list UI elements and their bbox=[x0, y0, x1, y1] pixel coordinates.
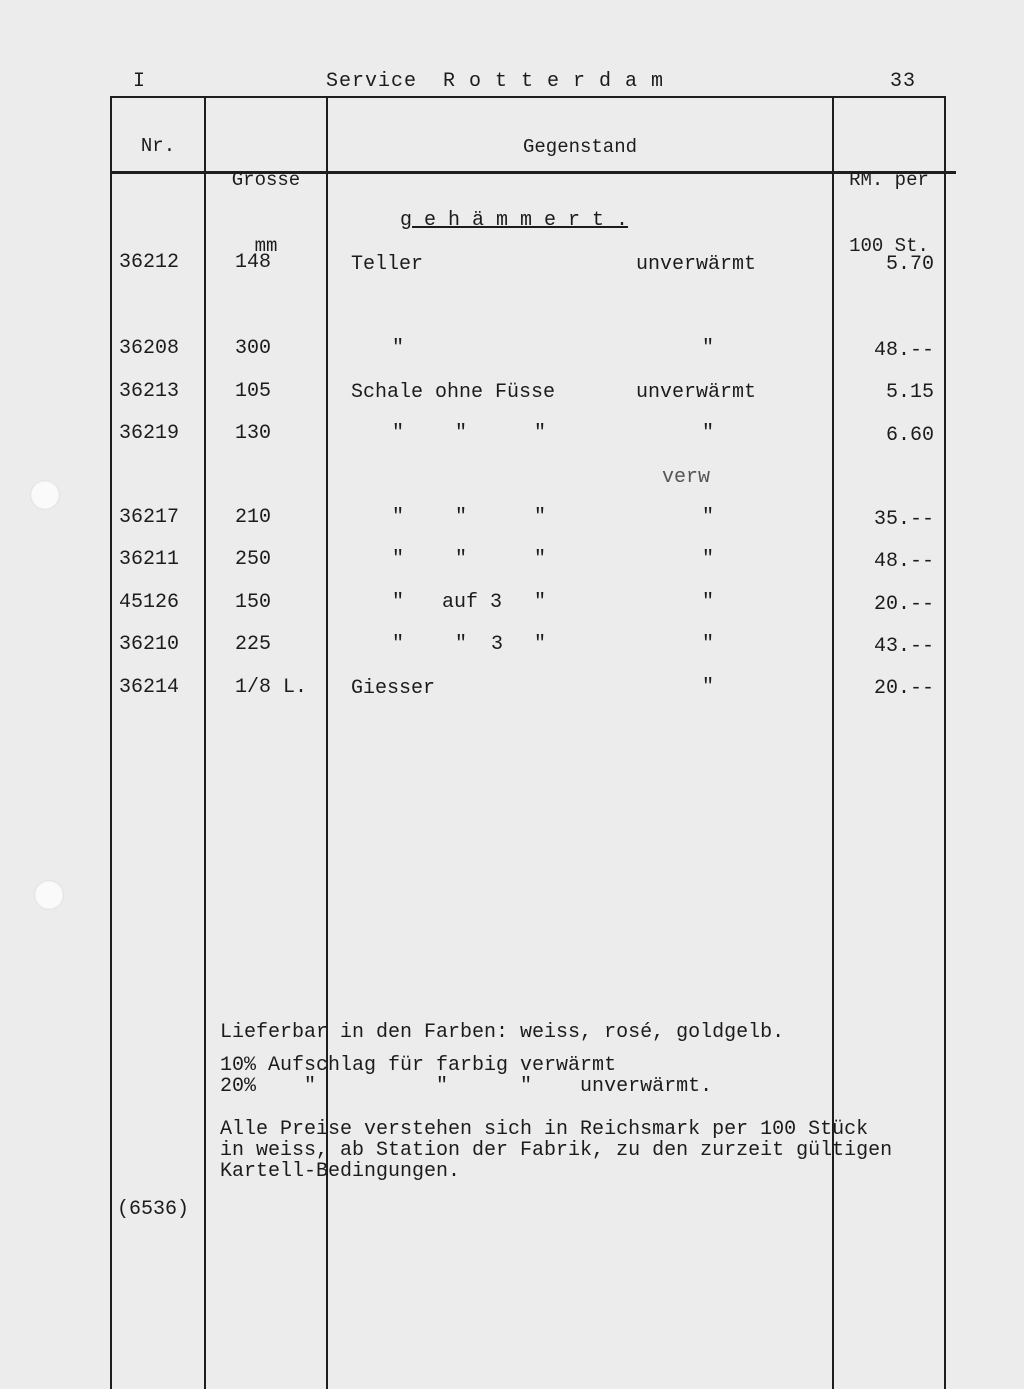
row-item-tail: " bbox=[534, 548, 547, 571]
row-item-mid: " bbox=[455, 548, 468, 571]
row-item-tail: " bbox=[534, 506, 547, 529]
row-price: 20.-- bbox=[873, 677, 934, 700]
column-divider-left bbox=[110, 96, 112, 1389]
row-item: " bbox=[392, 337, 405, 360]
column-divider-size bbox=[326, 96, 328, 1389]
column-header-nr: Nr. bbox=[140, 135, 176, 157]
row-nr: 36211 bbox=[119, 548, 180, 571]
row-item: " bbox=[392, 422, 405, 445]
row-state: " bbox=[702, 506, 715, 529]
note-colors: Lieferbar in den Farben: weiss, rosé, goldgelb. bbox=[220, 1021, 785, 1044]
row-nr: 45126 bbox=[119, 591, 180, 614]
row-nr: 36208 bbox=[119, 337, 180, 360]
note-prices-2: in weiss, ab Station der Fabrik, zu den zurzeit gültigen bbox=[220, 1139, 893, 1162]
note-prices-3: Kartell-Bedingungen. bbox=[220, 1160, 461, 1183]
row-state: unverwärmt bbox=[636, 381, 757, 404]
row-item: " bbox=[392, 591, 405, 614]
row-item-mid: " bbox=[455, 422, 468, 445]
punch-hole-top bbox=[30, 480, 60, 510]
row-size: 225 bbox=[235, 633, 272, 656]
row-item: Giesser bbox=[351, 677, 436, 700]
row-item-mid: " 3 bbox=[455, 633, 504, 656]
row-state: " bbox=[702, 591, 715, 614]
row-item-tail: " bbox=[534, 591, 547, 614]
row-item-tail: " bbox=[534, 633, 547, 656]
row-item: Teller bbox=[351, 253, 424, 276]
row-item: " bbox=[392, 633, 405, 656]
row-state: " bbox=[702, 422, 715, 445]
column-header-size-line1: Grösse bbox=[231, 169, 301, 191]
row-item-tail: " bbox=[534, 422, 547, 445]
row-state: verw bbox=[662, 466, 711, 489]
row-state: " bbox=[702, 633, 715, 656]
row-nr: 36212 bbox=[119, 251, 180, 274]
row-state: " bbox=[702, 337, 715, 360]
row-size: 300 bbox=[235, 337, 272, 360]
row-price: 5.70 bbox=[885, 253, 934, 276]
row-state: unverwärmt bbox=[636, 253, 757, 276]
row-price: 48.-- bbox=[873, 339, 934, 362]
row-size: 150 bbox=[235, 591, 272, 614]
punch-hole-bottom bbox=[34, 880, 64, 910]
row-price: 35.-- bbox=[873, 508, 934, 531]
group-heading: g e h ä m m e r t . bbox=[400, 209, 629, 232]
row-price: 5.15 bbox=[885, 381, 934, 404]
table-top-rule bbox=[110, 96, 946, 98]
row-state: " bbox=[702, 548, 715, 571]
row-size: 250 bbox=[235, 548, 272, 571]
column-header-item: Gegenstand bbox=[522, 136, 638, 158]
row-price: 20.-- bbox=[873, 593, 934, 616]
row-nr: 36219 bbox=[119, 422, 180, 445]
row-item-mid: auf 3 bbox=[442, 591, 503, 614]
row-size: 130 bbox=[235, 422, 272, 445]
row-price: 43.-- bbox=[873, 635, 934, 658]
column-header-price-line2: 100 St. bbox=[849, 235, 929, 257]
row-item: Schale ohne Füsse bbox=[351, 381, 556, 404]
row-item: " bbox=[392, 548, 405, 571]
row-nr: 36214 bbox=[119, 676, 180, 699]
section-number: I bbox=[133, 70, 147, 93]
form-code: (6536) bbox=[117, 1198, 190, 1221]
column-header-size bbox=[206, 125, 326, 301]
note-surcharge-1: 10% Aufschlag für farbig verwärmt bbox=[220, 1054, 617, 1077]
row-item: " bbox=[392, 506, 405, 529]
page-number: 33 bbox=[890, 70, 917, 93]
row-size: 105 bbox=[235, 380, 272, 403]
row-nr: 36217 bbox=[119, 506, 180, 529]
row-price: 48.-- bbox=[873, 550, 934, 573]
note-prices-1: Alle Preise verstehen sich in Reichsmark per 100 Stück bbox=[220, 1118, 869, 1141]
row-price: 6.60 bbox=[885, 424, 934, 447]
row-size: 148 bbox=[235, 251, 272, 274]
row-size: 1/8 L. bbox=[235, 676, 308, 699]
column-divider-right bbox=[944, 96, 946, 1389]
page-title: Service R o t t e r d a m bbox=[326, 70, 665, 93]
row-item-mid: " bbox=[455, 506, 468, 529]
column-header-size-line2: mm bbox=[254, 235, 278, 257]
note-surcharge-2: 20% " " " unverwärmt. bbox=[220, 1075, 713, 1098]
row-size: 210 bbox=[235, 506, 272, 529]
row-nr: 36213 bbox=[119, 380, 180, 403]
column-header-price-line1: RM. per bbox=[849, 169, 929, 191]
row-state: " bbox=[702, 676, 715, 699]
row-nr: 36210 bbox=[119, 633, 180, 656]
